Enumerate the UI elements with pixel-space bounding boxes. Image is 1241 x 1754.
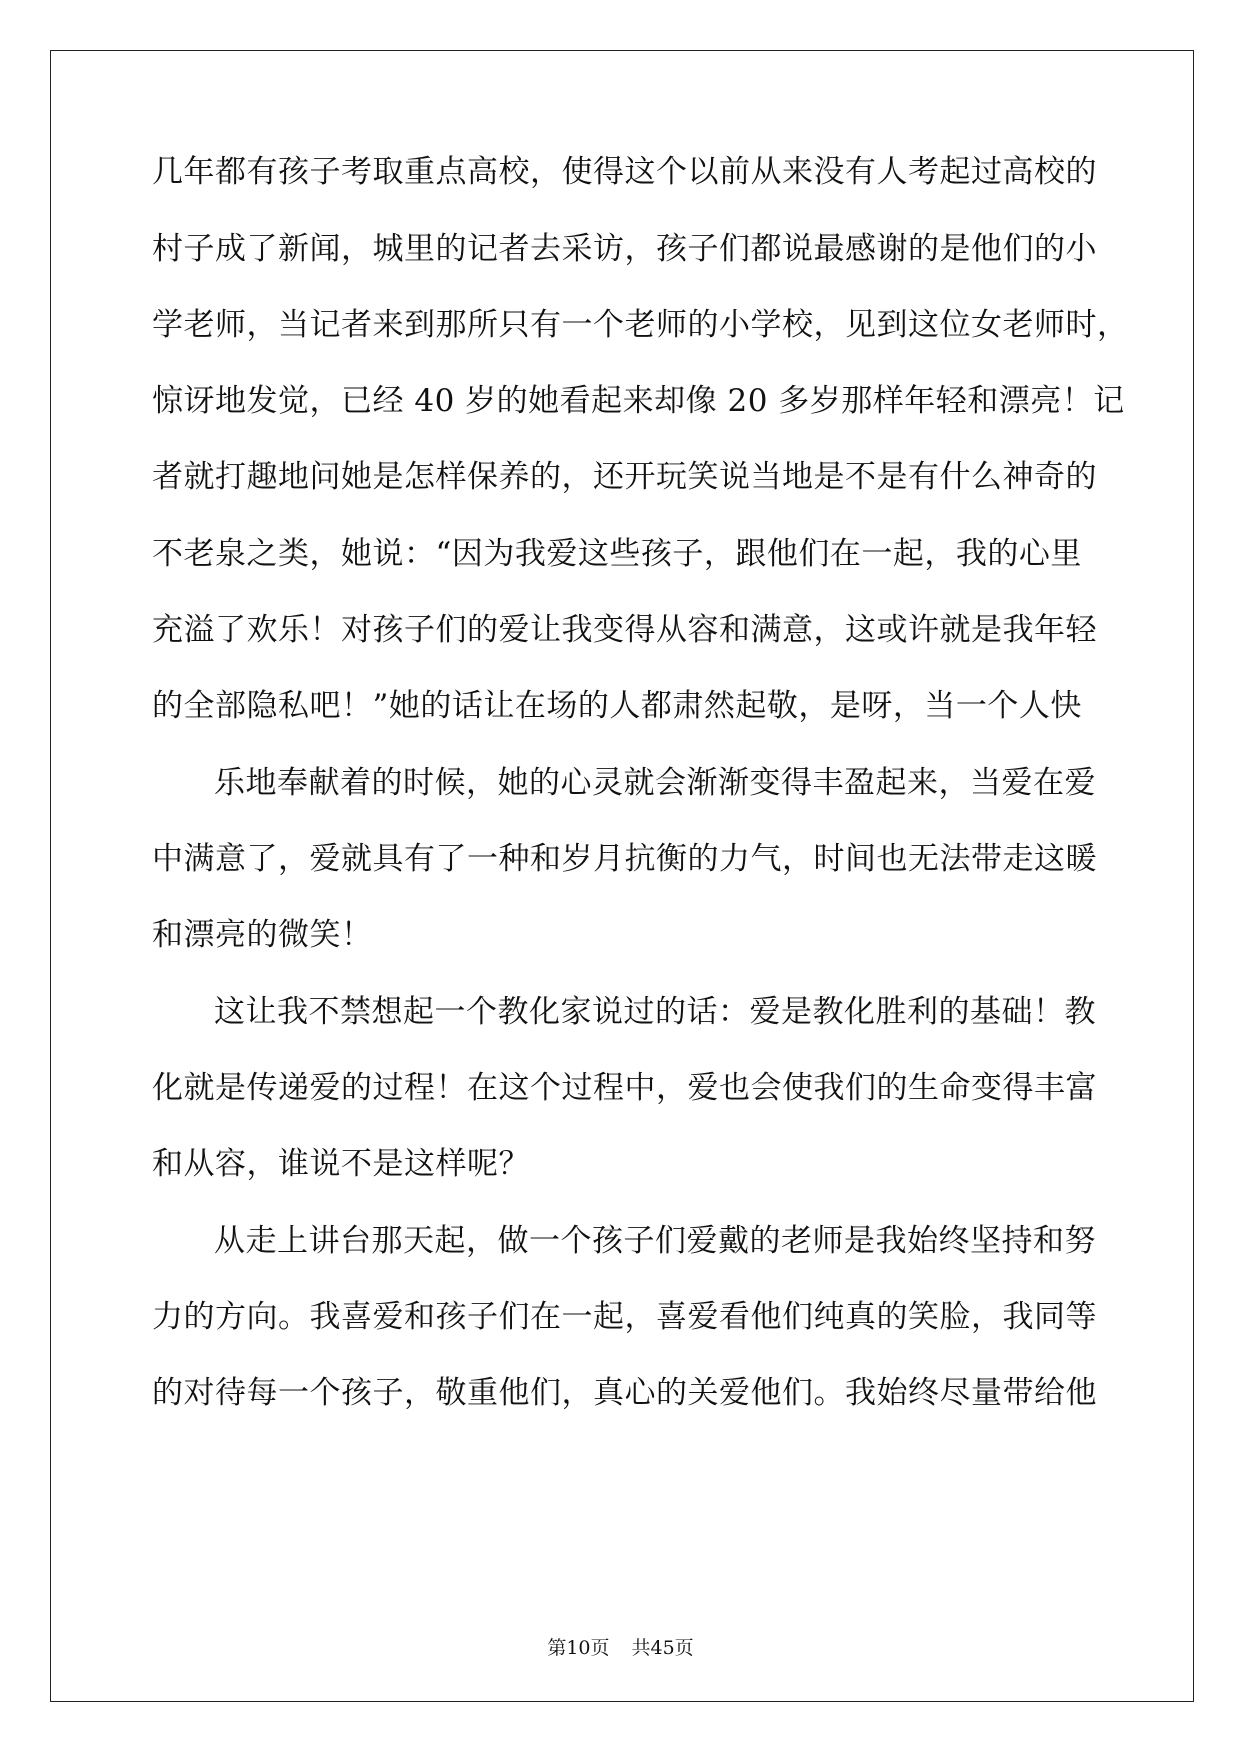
body-line: 不老泉之类，她说：“因为我爱这些孩子，跟他们在一起，我的心里 [152,536,1082,572]
body-line: 化就是传递爱的过程！在这个过程中，爱也会使我们的生命变得丰富 [152,1070,1097,1106]
body-line: 者就打趣地问她是怎样保养的，还开玩笑说当地是不是有什么神奇的 [152,459,1097,495]
body-line: 从走上讲台那天起，做一个孩子们爱戴的老师是我始终坚持和努 [214,1223,1096,1259]
body-line: 中满意了，爱就具有了一种和岁月抗衡的力气，时间也无法带走这暖 [152,841,1097,877]
body-line: 的对待每一个孩子，敬重他们，真心的关爱他们。我始终尽量带给他 [152,1375,1097,1411]
body-line: 力的方向。我喜爱和孩子们在一起，喜爱看他们纯真的笑脸，我同等 [152,1299,1097,1335]
body-line: 几年都有孩子考取重点高校，使得这个以前从来没有人考起过高校的 [152,154,1097,190]
body-line: 这让我不禁想起一个教化家说过的话：爱是教化胜利的基础！教 [214,994,1096,1030]
page-number: 第10页 [547,1637,610,1659]
page-total: 共45页 [631,1637,694,1659]
body-line: 乐地奉献着的时候，她的心灵就会渐渐变得丰盈起来，当爱在爱 [214,765,1096,801]
body-line: 学老师，当记者来到那所只有一个老师的小学校，见到这位女老师时， [152,307,1129,343]
body-line: 惊讶地发觉，已经 40 岁的她看起来却像 20 多岁那样年轻和漂亮！记 [152,383,1125,419]
body-line: 和漂亮的微笑！ [152,917,373,953]
page-footer [0,1633,1241,1660]
body-line: 村子成了新闻，城里的记者去采访，孩子们都说最感谢的是他们的小 [152,231,1097,267]
body-line: 充溢了欢乐！对孩子们的爱让我变得从容和满意，这或许就是我年轻 [152,612,1097,648]
body-line: 和从容，谁说不是这样呢？ [152,1146,530,1182]
body-line: 的全部隐私吧！”她的话让在场的人都肃然起敬，是呀，当一个人快 [152,688,1082,724]
